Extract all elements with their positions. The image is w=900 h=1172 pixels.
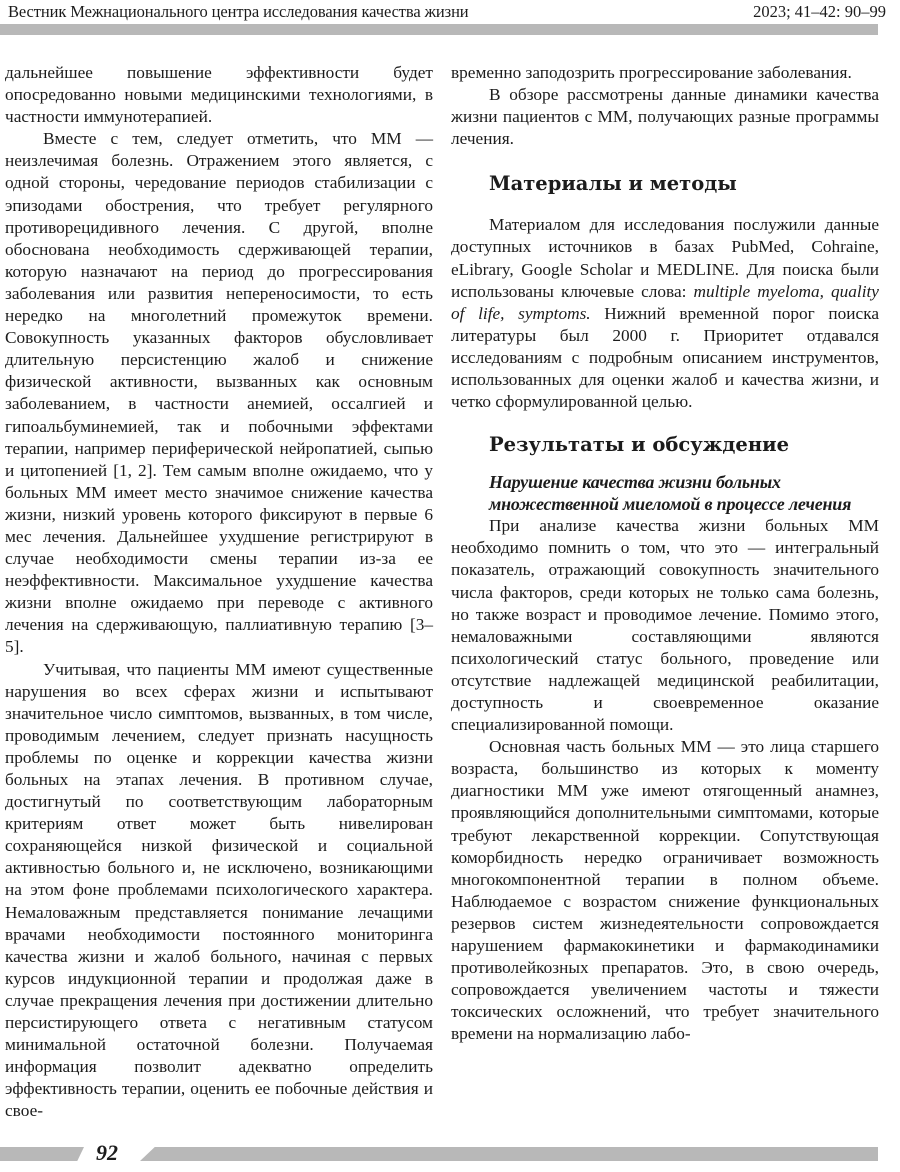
paragraph: Основная часть больных ММ — это лица старшего возраста, большинство из которых к моменту диагностики ММ уже имеют отягощенный анамнез, проявляющийся дополнительными симптомами, которые требуют лекарственной коррекции. Сопутствующая коморбидность нередко ограничивает возможность многокомпонентной терапии в полном объеме. Наблюдаемое с возрастом снижение функциональных резервов систем жизнедеятельности сопровождается нарушением фармакокинетики и фармакодинамики противолейкозных препаратов. Это, в свою очередь, сопровождается увеличением частоты и тяжести токсических осложнений, что требует значительного времени на нормализацию лабо- [451, 737, 879, 1044]
keywords: multiple myeloma, quality of life, symptoms. [451, 281, 879, 323]
paragraph: Вместе с тем, следует отметить, что ММ — неизлечимая болезнь. Отражением этого является, с одной стороны, чередование периодов стабилизации с эпизодами обострения, что требует регулярного противорецидивного лечения. С другой, вполне обоснована необходимость сдерживающей терапии, которую назначают на период до прогрессирования заболевания или развития непереносимости, то есть нередко на многолетний промежуток времени. Совокупность указанных факторов обусловливает длительную персистенцию жалоб и снижение физической активности, вызванных как основным заболеванием, в частности анемией, оссалгией и гипоальбуминемией, так и побочными эффектами терапии, например периферической нейропатией, сыпью и цитопенией [1, 2]. Тем самым вполне ожидаемо, что у больных ММ имеет место значимое снижение качества жизни, низкий уровень которого фиксируют в первые 6 мес лечения. Дальнейшее ухудшение регистрируют в случае необходимости смены терапии из-за ее неэффективности. Максимальное ухудшение качества жизни вполне ожидаемо при переводе с активного лечения на сдерживающую, паллиативную терапию [3–5]. [5, 129, 433, 657]
paragraph: Учитывая, что пациенты ММ имеют существенные нарушения во всех сферах жизни и испытывают значительное число симптомов, вызванных, в том числе, проводимым лечением, следует признать насущность проблемы по оценке и коррекции качества жизни больных на этапах лечения. В противном случае, достигнутый по соответствующим лабораторным критериям ответ может быть нивелирован сохраняющейся низкой физической и социальной активностью больного и, не исключено, возникающими на этом фоне проблемами психологического характера. Немаловажным представляется понимание лечащими врачами необходимости постоянного мониторинга качества жизни и жалоб больного, начиная с первых курсов индукционной терапии и продолжая даже в случае прекращения лечения при достижении длительно персистирующего ответа с негативным статусом минимальной остаточной болезни. Получаемая информация позволит адекватно определить эффективность терапии, оценить ее побочные действия и свое- [5, 659, 433, 1121]
paragraph: временно заподозрить прогрессирование заболевания. [451, 63, 852, 82]
methods-text-b: Нижний временной порог поиска литературы был 2000 г. Приоритет отдавался исследованиям с подробным описанием инструментов, использованных для оценки жалоб и качества жизни, и четко сформулированной целью. [451, 303, 879, 412]
paragraph: В обзоре рассмотрены данные динамики качества жизни пациентов с ММ, получающих разные программы лечения. [451, 85, 879, 149]
paragraph: дальнейшее повышение эффективности будет опосредованно новыми медицинскими технологиями, в частности иммунотерапией. [5, 63, 433, 127]
left-column [5, 62, 433, 1123]
section-heading-methods: Материалы и методы [489, 172, 737, 196]
section-heading-results: Результаты и обсуждение [489, 433, 789, 457]
subsection-heading: Нарушение качества жизни больных множественной миеломой в процессе лечения [489, 472, 852, 515]
right-column [451, 62, 879, 1045]
paragraph [451, 214, 879, 413]
paragraph: При анализе качества жизни больных ММ необходимо помнить о том, что это — интегральный показатель, отражающий совокупность значительного числа факторов, среди которых не только сама болезнь, но также возраст и проводимое лечение. Помимо этого, немаловажными составляющими являются психологический статус больного, проведение или отсутствие надлежащей медицинской реабилитации, доступность и своевременное оказание специализированной помощи. [451, 516, 879, 735]
journal-title: Вестник Межнационального центра исследования качества жизни [8, 2, 469, 21]
footer-rule-right [140, 1147, 878, 1161]
issue-info: 2023; 41–42: 90–99 [753, 2, 886, 21]
page-number: 92 [96, 1140, 118, 1165]
header-rule [0, 24, 878, 35]
footer-rule-left [0, 1147, 84, 1161]
running-header [0, 0, 900, 24]
methods-text-a: Материалом для исследования послужили данные доступных источников в базах PubMed, Cohraine, eLibrary, Google Scholar и MEDLINE. Для поиска были использованы ключевые слова: [451, 215, 879, 301]
